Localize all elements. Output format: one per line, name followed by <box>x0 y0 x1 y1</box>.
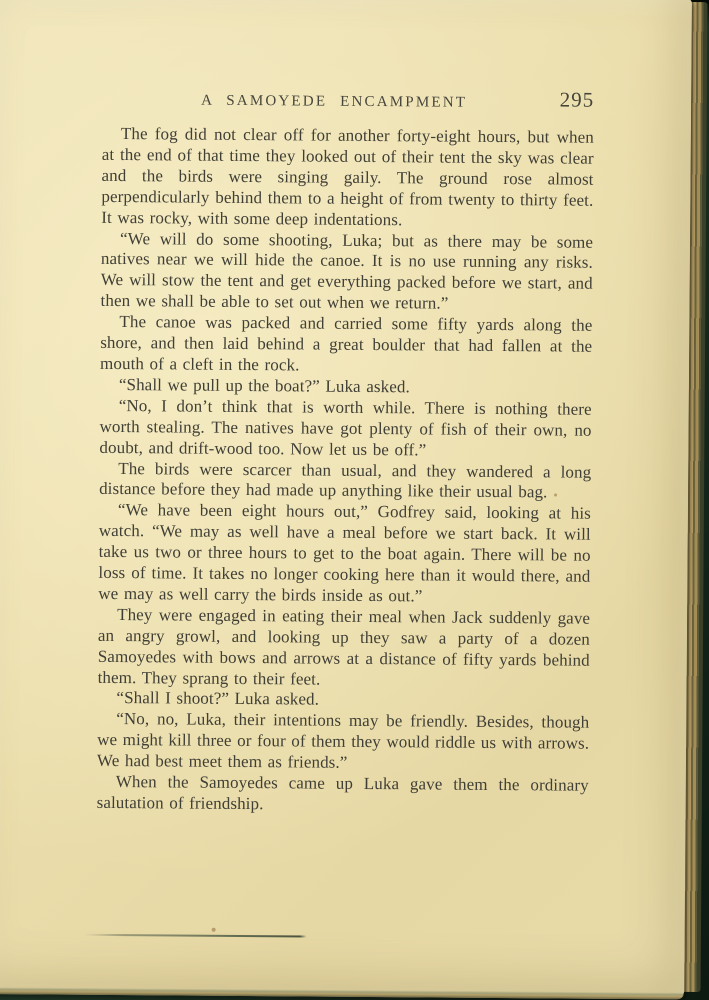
paragraph: “Shall I shoot?” Luka asked. <box>116 688 320 710</box>
paragraph: The canoe was packed and carried some fifty yards along the shore, and then laid behind a great boulder that had fallen at the mouth of a cleft in the rock. <box>100 312 593 375</box>
paragraph: “No, no, Luka, their intentions may be friendly. Besides, though we might kill three or four of them they would riddle us with arrows. We had best meet them as friends.” <box>96 709 590 773</box>
paragraph: The fog did not clear off for another forty-eight hours, but when at the end of that time they looked out of their tent the sky was clear and the birds were singing gaily. The ground rose almost perpendicularly behind them to a height of from twenty to thirty feet. It was rocky, with some deep indentations. <box>101 124 594 229</box>
paragraph: “We have been eight hours out,” Godfrey said, looking at his watch. “We may as well have a meal before we start back. It will take us two or three hours to get to the boat again. There will be no loss of time. It takes no longer cooking here than it would there, and we may as well carry the birds inside as out.” <box>98 500 592 606</box>
page-number: 295 <box>559 87 595 112</box>
foxing-speck <box>554 493 557 496</box>
running-head-title: A SAMOYEDE ENCAMPMENT <box>201 92 468 111</box>
paragraph: “No, I don’t think that is worth while. There is nothing there worth stealing. The natives have got plenty of fish of their own, no doubt, and drift-wood too. Now let us be off.” <box>99 395 592 460</box>
foxing-speck <box>212 928 216 932</box>
paragraph: When the Samoyedes came up Luka gave them the ordinary salutation of friendship. <box>96 772 589 814</box>
page-bottom-edge <box>0 987 684 1000</box>
running-head <box>102 87 594 113</box>
page-text-block <box>97 87 595 818</box>
scratch-mark-artifact <box>85 934 307 938</box>
paragraph: “We will do some shooting, Luka; but as there may be some natives near we will hide the canoe. It is no use running any risks. We will stow the tent and get everything packed before we start, and then we shall be able to set out when we return.” <box>100 228 594 313</box>
paragraph: “Shall we pull up the boat?” Luka asked. <box>118 374 410 397</box>
paragraph: They were engaged in eating their meal when Jack suddenly gave an angry growl, and looking up they saw a party of a dozen Samoyedes with bows and arrows at a distance of fifty yards behind them. They sprang to their feet. <box>97 604 591 689</box>
paragraph: The birds were scarcer than usual, and they wandered a long distance before they had made up anything like their usual bag. <box>99 458 592 502</box>
text-body <box>97 124 594 818</box>
